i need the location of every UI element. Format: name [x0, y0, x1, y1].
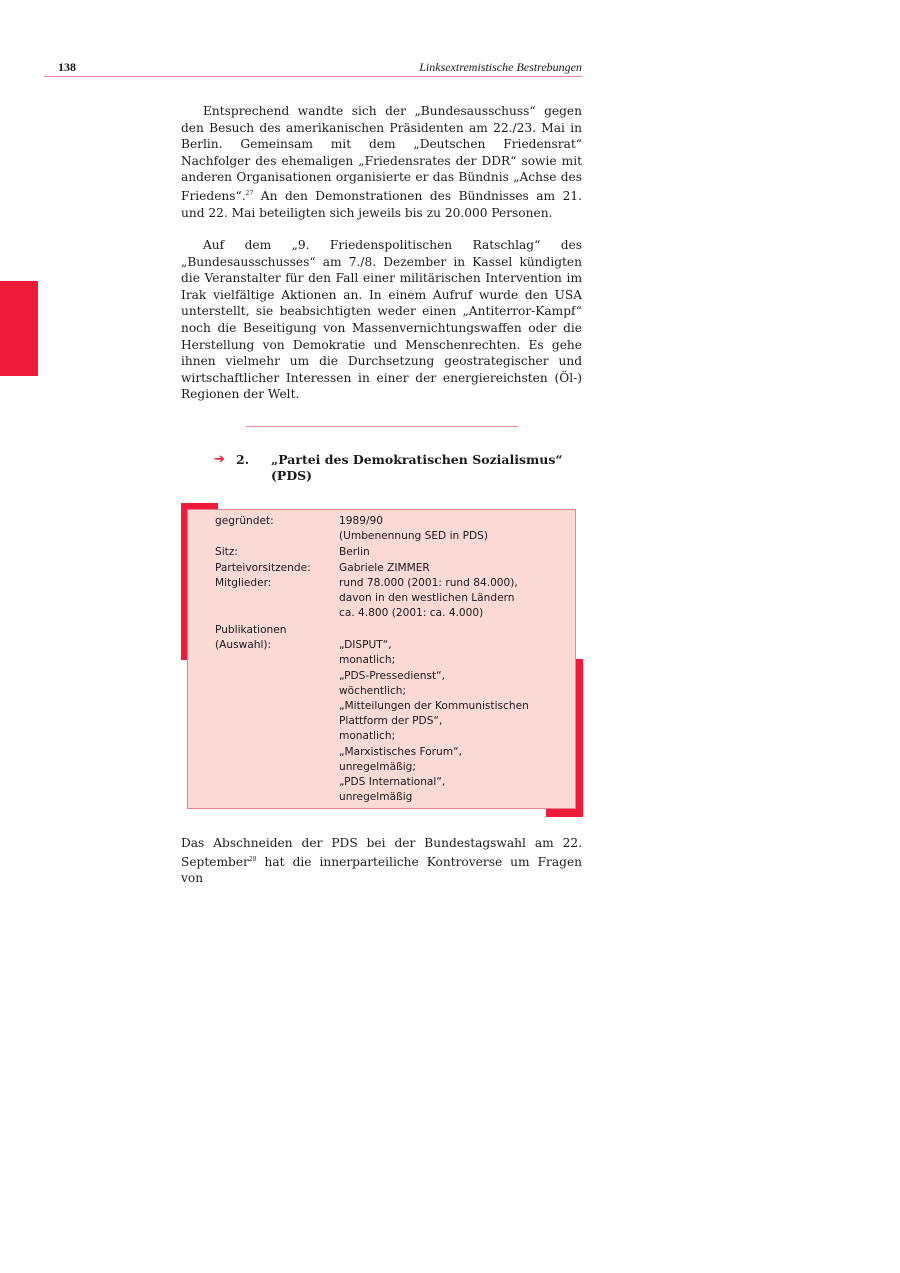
fact-line: „PDS-Pressedienst“, — [339, 669, 446, 682]
section-divider — [246, 426, 518, 427]
fact-line: Plattform der PDS“, — [339, 715, 443, 728]
paragraph-1-text-a: Entsprechend wandte sich der „Bundesausschuss“ gegen den Besuch des amerikanischen Präsidenten am 22./23. Mai in Berlin. Gemeinsam mit dem „Deutschen Friedensrat“ Nachfolger des ehemaligen „Friedensrates der DDR“ sowie mit anderen Organisationen organisierte er das Bündnis „Achse des Friedens“. — [181, 104, 582, 203]
fact-line: Gabriele ZIMMER — [339, 562, 430, 574]
fact-line: „DISPUT“, — [339, 639, 392, 652]
paragraph-1-text-b: An den Demonstrationen des Bündnisses am 21. und 22. Mai beteiligten sich jeweils bis zu 20.000 Personen. — [181, 188, 582, 220]
paragraph-3-text-b: hat die innerparteiliche Kontroverse um Fragen von — [181, 854, 583, 886]
footnote-27: 27 — [245, 189, 254, 197]
fact-label-seat: Sitz: — [215, 546, 238, 558]
fact-line: davon in den westlichen Ländern — [339, 592, 515, 605]
arrow-icon: ➔ — [214, 452, 225, 467]
page-number: 138 — [58, 60, 76, 74]
section-title-line-2: (PDS) — [271, 468, 313, 483]
paragraph-3-text-a: Das Abschneiden der PDS bei der Bundestagswahl am 22. September — [181, 836, 582, 869]
fact-line: ca. 4.800 (2001: ca. 4.000) — [339, 607, 484, 620]
paragraph-1 — [181, 103, 582, 221]
fact-line: (Umbenennung SED in PDS) — [339, 530, 489, 543]
fact-line: „PDS International“, — [339, 776, 446, 789]
fact-line: unregelmäßig; — [339, 760, 416, 773]
fact-label-publications — [215, 623, 287, 653]
fact-label-publications-line-2: (Auswahl): — [215, 639, 272, 652]
fact-label-publications-line-1: Publikationen — [215, 624, 287, 636]
fact-value-founded — [339, 514, 571, 544]
paragraph-2: Auf dem „9. Friedenspolitischen Ratschlag“ des „Bundesausschusses“ am 7./8. Dezember in Kassel kündigten die Veranstalter für den Fall einer militärischen Intervention im Irak vielfältige Aktionen an. In einem Aufruf wurde den USA unterstellt, sie beabsichtigten weder einen „Antiterror-Kampf“ noch die Beseitigung von Massenvernichtungswaffen oder die Herstellung von Demokratie und Menschenrechten. Es gehe ihnen vielmehr um die Durchsetzung geostrategischer und wirtschaftlicher Interessen in einer der energiereichsten (Öl-) Regionen der Welt. — [181, 238, 582, 402]
running-title: Linksextremistische Bestrebungen — [419, 60, 582, 74]
fact-line: „Marxistisches Forum“, — [339, 745, 462, 758]
fact-box — [187, 509, 576, 809]
fact-label-founded: gegründet: — [215, 515, 274, 527]
section-number: 2. — [236, 452, 250, 467]
fact-line: monatlich; — [339, 730, 396, 743]
fact-label-chair: Parteivorsitzende: — [215, 562, 311, 574]
fact-value-publications — [339, 638, 571, 805]
section-title — [271, 452, 591, 484]
fact-value-members — [339, 576, 571, 622]
fact-label-members: Mitglieder: — [215, 577, 272, 589]
header-rule — [44, 76, 582, 77]
fact-line: 1989/90 — [339, 515, 384, 527]
fact-line: unregelmäßig — [339, 791, 413, 804]
fact-line: Berlin — [339, 546, 370, 558]
footnote-28: 28 — [248, 855, 257, 863]
fact-value-seat — [339, 545, 571, 560]
margin-tab — [0, 281, 38, 376]
fact-line: „Mitteilungen der Kommunistischen — [339, 700, 529, 712]
fact-line: wöchentlich; — [339, 684, 407, 697]
section-title-line-1: „Partei des Demokratischen Sozialismus“ — [271, 452, 563, 467]
paragraph-3 — [181, 835, 582, 887]
fact-value-chair — [339, 561, 571, 576]
fact-line: monatlich; — [339, 654, 396, 667]
fact-line: rund 78.000 (2001: rund 84.000), — [339, 577, 518, 589]
